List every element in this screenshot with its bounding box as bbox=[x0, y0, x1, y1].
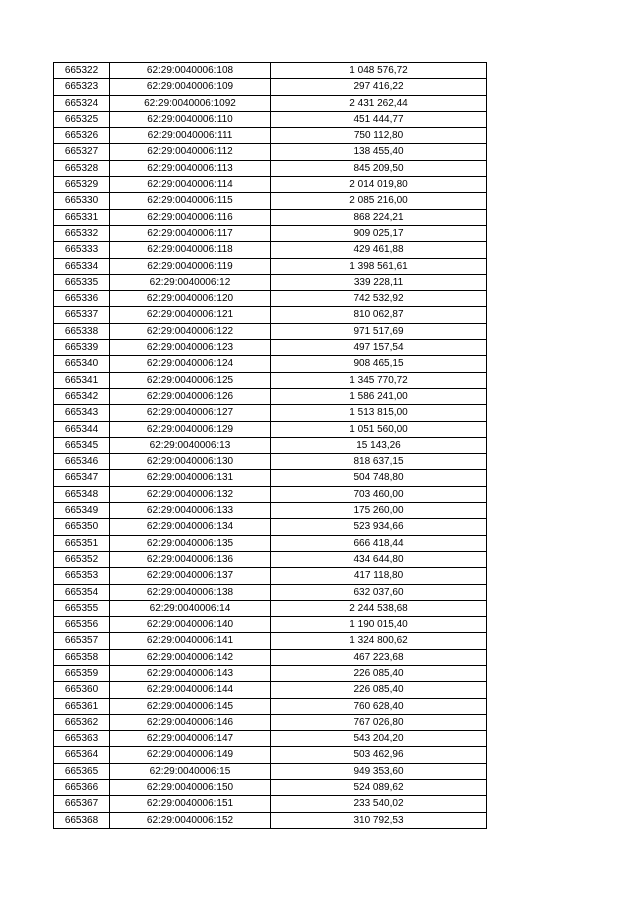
cadastral-number-cell: 62:29:0040006:145 bbox=[110, 698, 271, 714]
value-cell: 971 517,69 bbox=[271, 323, 487, 339]
value-cell: 1 398 561,61 bbox=[271, 258, 487, 274]
table-row bbox=[54, 812, 487, 828]
cadastral-number-cell: 62:29:0040006:115 bbox=[110, 193, 271, 209]
cadastral-number-cell: 62:29:0040006:132 bbox=[110, 486, 271, 502]
row-number-cell: 665359 bbox=[54, 665, 110, 681]
table-row bbox=[54, 747, 487, 763]
value-cell: 1 051 560,00 bbox=[271, 421, 487, 437]
row-number-cell: 665360 bbox=[54, 682, 110, 698]
row-number-cell: 665324 bbox=[54, 95, 110, 111]
row-number-cell: 665351 bbox=[54, 535, 110, 551]
value-cell: 2 244 538,68 bbox=[271, 600, 487, 616]
cadastral-number-cell: 62:29:0040006:14 bbox=[110, 600, 271, 616]
value-cell: 543 204,20 bbox=[271, 731, 487, 747]
row-number-cell: 665323 bbox=[54, 79, 110, 95]
table-row bbox=[54, 258, 487, 274]
table-row bbox=[54, 144, 487, 160]
table-row bbox=[54, 242, 487, 258]
value-cell: 868 224,21 bbox=[271, 209, 487, 225]
value-cell: 2 085 216,00 bbox=[271, 193, 487, 209]
value-cell: 451 444,77 bbox=[271, 111, 487, 127]
cadastral-number-cell: 62:29:0040006:114 bbox=[110, 177, 271, 193]
row-number-cell: 665330 bbox=[54, 193, 110, 209]
row-number-cell: 665340 bbox=[54, 356, 110, 372]
cadastral-number-cell: 62:29:0040006:110 bbox=[110, 111, 271, 127]
row-number-cell: 665366 bbox=[54, 780, 110, 796]
value-cell: 703 460,00 bbox=[271, 486, 487, 502]
cadastral-number-cell: 62:29:0040006:147 bbox=[110, 731, 271, 747]
row-number-cell: 665355 bbox=[54, 600, 110, 616]
cadastral-number-cell: 62:29:0040006:121 bbox=[110, 307, 271, 323]
row-number-cell: 665353 bbox=[54, 568, 110, 584]
value-cell: 1 190 015,40 bbox=[271, 617, 487, 633]
table-row bbox=[54, 95, 487, 111]
table-row bbox=[54, 568, 487, 584]
row-number-cell: 665356 bbox=[54, 617, 110, 633]
value-cell: 632 037,60 bbox=[271, 584, 487, 600]
table-row bbox=[54, 160, 487, 176]
cadastral-value-table bbox=[53, 62, 487, 829]
table-row bbox=[54, 421, 487, 437]
table-row bbox=[54, 796, 487, 812]
table-row bbox=[54, 340, 487, 356]
table-row bbox=[54, 225, 487, 241]
value-cell: 417 118,80 bbox=[271, 568, 487, 584]
row-number-cell: 665363 bbox=[54, 731, 110, 747]
table-row bbox=[54, 372, 487, 388]
value-cell: 138 455,40 bbox=[271, 144, 487, 160]
row-number-cell: 665328 bbox=[54, 160, 110, 176]
value-cell: 226 085,40 bbox=[271, 682, 487, 698]
value-cell: 497 157,54 bbox=[271, 340, 487, 356]
row-number-cell: 665338 bbox=[54, 323, 110, 339]
table-row bbox=[54, 503, 487, 519]
cadastral-number-cell: 62:29:0040006:109 bbox=[110, 79, 271, 95]
value-cell: 504 748,80 bbox=[271, 470, 487, 486]
cadastral-number-cell: 62:29:0040006:126 bbox=[110, 388, 271, 404]
value-cell: 2 014 019,80 bbox=[271, 177, 487, 193]
value-cell: 767 026,80 bbox=[271, 714, 487, 730]
row-number-cell: 665364 bbox=[54, 747, 110, 763]
table-row bbox=[54, 633, 487, 649]
cadastral-number-cell: 62:29:0040006:142 bbox=[110, 649, 271, 665]
value-cell: 666 418,44 bbox=[271, 535, 487, 551]
cadastral-number-cell: 62:29:0040006:116 bbox=[110, 209, 271, 225]
table-row bbox=[54, 600, 487, 616]
row-number-cell: 665337 bbox=[54, 307, 110, 323]
cadastral-number-cell: 62:29:0040006:111 bbox=[110, 128, 271, 144]
table-row bbox=[54, 291, 487, 307]
cadastral-number-cell: 62:29:0040006:12 bbox=[110, 274, 271, 290]
cadastral-number-cell: 62:29:0040006:134 bbox=[110, 519, 271, 535]
cadastral-number-cell: 62:29:0040006:108 bbox=[110, 63, 271, 79]
row-number-cell: 665352 bbox=[54, 551, 110, 567]
row-number-cell: 665339 bbox=[54, 340, 110, 356]
row-number-cell: 665336 bbox=[54, 291, 110, 307]
value-cell: 233 540,02 bbox=[271, 796, 487, 812]
table-body bbox=[54, 63, 487, 829]
table-row bbox=[54, 665, 487, 681]
cadastral-number-cell: 62:29:0040006:143 bbox=[110, 665, 271, 681]
value-cell: 339 228,11 bbox=[271, 274, 487, 290]
row-number-cell: 665329 bbox=[54, 177, 110, 193]
table-row bbox=[54, 274, 487, 290]
cadastral-number-cell: 62:29:0040006:141 bbox=[110, 633, 271, 649]
table-row bbox=[54, 780, 487, 796]
cadastral-number-cell: 62:29:0040006:112 bbox=[110, 144, 271, 160]
cadastral-number-cell: 62:29:0040006:151 bbox=[110, 796, 271, 812]
cadastral-number-cell: 62:29:0040006:117 bbox=[110, 225, 271, 241]
table-row bbox=[54, 193, 487, 209]
value-cell: 2 431 262,44 bbox=[271, 95, 487, 111]
table-row bbox=[54, 649, 487, 665]
table-row bbox=[54, 111, 487, 127]
value-cell: 175 260,00 bbox=[271, 503, 487, 519]
cadastral-number-cell: 62:29:0040006:122 bbox=[110, 323, 271, 339]
value-cell: 909 025,17 bbox=[271, 225, 487, 241]
value-cell: 1 324 800,62 bbox=[271, 633, 487, 649]
value-cell: 297 416,22 bbox=[271, 79, 487, 95]
cadastral-number-cell: 62:29:0040006:150 bbox=[110, 780, 271, 796]
cadastral-number-cell: 62:29:0040006:133 bbox=[110, 503, 271, 519]
value-cell: 810 062,87 bbox=[271, 307, 487, 323]
value-cell: 467 223,68 bbox=[271, 649, 487, 665]
cadastral-number-cell: 62:29:0040006:127 bbox=[110, 405, 271, 421]
value-cell: 503 462,96 bbox=[271, 747, 487, 763]
table-row bbox=[54, 209, 487, 225]
table-row bbox=[54, 584, 487, 600]
value-cell: 949 353,60 bbox=[271, 763, 487, 779]
table-row bbox=[54, 405, 487, 421]
value-cell: 818 637,15 bbox=[271, 454, 487, 470]
document-page bbox=[53, 62, 486, 829]
cadastral-number-cell: 62:29:0040006:149 bbox=[110, 747, 271, 763]
table-row bbox=[54, 79, 487, 95]
table-row bbox=[54, 356, 487, 372]
value-cell: 1 586 241,00 bbox=[271, 388, 487, 404]
cadastral-number-cell: 62:29:0040006:138 bbox=[110, 584, 271, 600]
cadastral-number-cell: 62:29:0040006:124 bbox=[110, 356, 271, 372]
value-cell: 15 143,26 bbox=[271, 437, 487, 453]
row-number-cell: 665354 bbox=[54, 584, 110, 600]
table-row bbox=[54, 323, 487, 339]
cadastral-number-cell: 62:29:0040006:137 bbox=[110, 568, 271, 584]
table-row bbox=[54, 731, 487, 747]
value-cell: 1 048 576,72 bbox=[271, 63, 487, 79]
cadastral-number-cell: 62:29:0040006:146 bbox=[110, 714, 271, 730]
cadastral-number-cell: 62:29:0040006:123 bbox=[110, 340, 271, 356]
value-cell: 750 112,80 bbox=[271, 128, 487, 144]
table-row bbox=[54, 63, 487, 79]
row-number-cell: 665341 bbox=[54, 372, 110, 388]
row-number-cell: 665367 bbox=[54, 796, 110, 812]
cadastral-number-cell: 62:29:0040006:144 bbox=[110, 682, 271, 698]
cadastral-number-cell: 62:29:0040006:131 bbox=[110, 470, 271, 486]
row-number-cell: 665358 bbox=[54, 649, 110, 665]
table-row bbox=[54, 470, 487, 486]
table-row bbox=[54, 519, 487, 535]
row-number-cell: 665347 bbox=[54, 470, 110, 486]
cadastral-number-cell: 62:29:0040006:140 bbox=[110, 617, 271, 633]
cadastral-number-cell: 62:29:0040006:119 bbox=[110, 258, 271, 274]
row-number-cell: 665348 bbox=[54, 486, 110, 502]
row-number-cell: 665349 bbox=[54, 503, 110, 519]
table-row bbox=[54, 128, 487, 144]
row-number-cell: 665343 bbox=[54, 405, 110, 421]
row-number-cell: 665342 bbox=[54, 388, 110, 404]
table-row bbox=[54, 486, 487, 502]
cadastral-number-cell: 62:29:0040006:13 bbox=[110, 437, 271, 453]
table-row bbox=[54, 437, 487, 453]
table-row bbox=[54, 177, 487, 193]
table-row bbox=[54, 617, 487, 633]
cadastral-number-cell: 62:29:0040006:130 bbox=[110, 454, 271, 470]
table-row bbox=[54, 535, 487, 551]
value-cell: 524 089,62 bbox=[271, 780, 487, 796]
table-row bbox=[54, 714, 487, 730]
row-number-cell: 665331 bbox=[54, 209, 110, 225]
cadastral-number-cell: 62:29:0040006:135 bbox=[110, 535, 271, 551]
row-number-cell: 665327 bbox=[54, 144, 110, 160]
value-cell: 760 628,40 bbox=[271, 698, 487, 714]
value-cell: 908 465,15 bbox=[271, 356, 487, 372]
table-row bbox=[54, 388, 487, 404]
cadastral-number-cell: 62:29:0040006:120 bbox=[110, 291, 271, 307]
row-number-cell: 665362 bbox=[54, 714, 110, 730]
value-cell: 1 345 770,72 bbox=[271, 372, 487, 388]
table-row bbox=[54, 307, 487, 323]
row-number-cell: 665325 bbox=[54, 111, 110, 127]
row-number-cell: 665344 bbox=[54, 421, 110, 437]
value-cell: 845 209,50 bbox=[271, 160, 487, 176]
value-cell: 1 513 815,00 bbox=[271, 405, 487, 421]
cadastral-number-cell: 62:29:0040006:129 bbox=[110, 421, 271, 437]
row-number-cell: 665368 bbox=[54, 812, 110, 828]
cadastral-number-cell: 62:29:0040006:15 bbox=[110, 763, 271, 779]
row-number-cell: 665334 bbox=[54, 258, 110, 274]
cadastral-number-cell: 62:29:0040006:136 bbox=[110, 551, 271, 567]
table-row bbox=[54, 763, 487, 779]
row-number-cell: 665345 bbox=[54, 437, 110, 453]
row-number-cell: 665357 bbox=[54, 633, 110, 649]
row-number-cell: 665365 bbox=[54, 763, 110, 779]
row-number-cell: 665326 bbox=[54, 128, 110, 144]
value-cell: 742 532,92 bbox=[271, 291, 487, 307]
table-row bbox=[54, 551, 487, 567]
table-row bbox=[54, 698, 487, 714]
value-cell: 310 792,53 bbox=[271, 812, 487, 828]
table-row bbox=[54, 454, 487, 470]
row-number-cell: 665332 bbox=[54, 225, 110, 241]
cadastral-number-cell: 62:29:0040006:1092 bbox=[110, 95, 271, 111]
cadastral-number-cell: 62:29:0040006:113 bbox=[110, 160, 271, 176]
cadastral-number-cell: 62:29:0040006:125 bbox=[110, 372, 271, 388]
table-row bbox=[54, 682, 487, 698]
row-number-cell: 665361 bbox=[54, 698, 110, 714]
row-number-cell: 665346 bbox=[54, 454, 110, 470]
cadastral-number-cell: 62:29:0040006:152 bbox=[110, 812, 271, 828]
cadastral-number-cell: 62:29:0040006:118 bbox=[110, 242, 271, 258]
row-number-cell: 665322 bbox=[54, 63, 110, 79]
value-cell: 226 085,40 bbox=[271, 665, 487, 681]
row-number-cell: 665350 bbox=[54, 519, 110, 535]
value-cell: 434 644,80 bbox=[271, 551, 487, 567]
row-number-cell: 665333 bbox=[54, 242, 110, 258]
value-cell: 429 461,88 bbox=[271, 242, 487, 258]
row-number-cell: 665335 bbox=[54, 274, 110, 290]
value-cell: 523 934,66 bbox=[271, 519, 487, 535]
